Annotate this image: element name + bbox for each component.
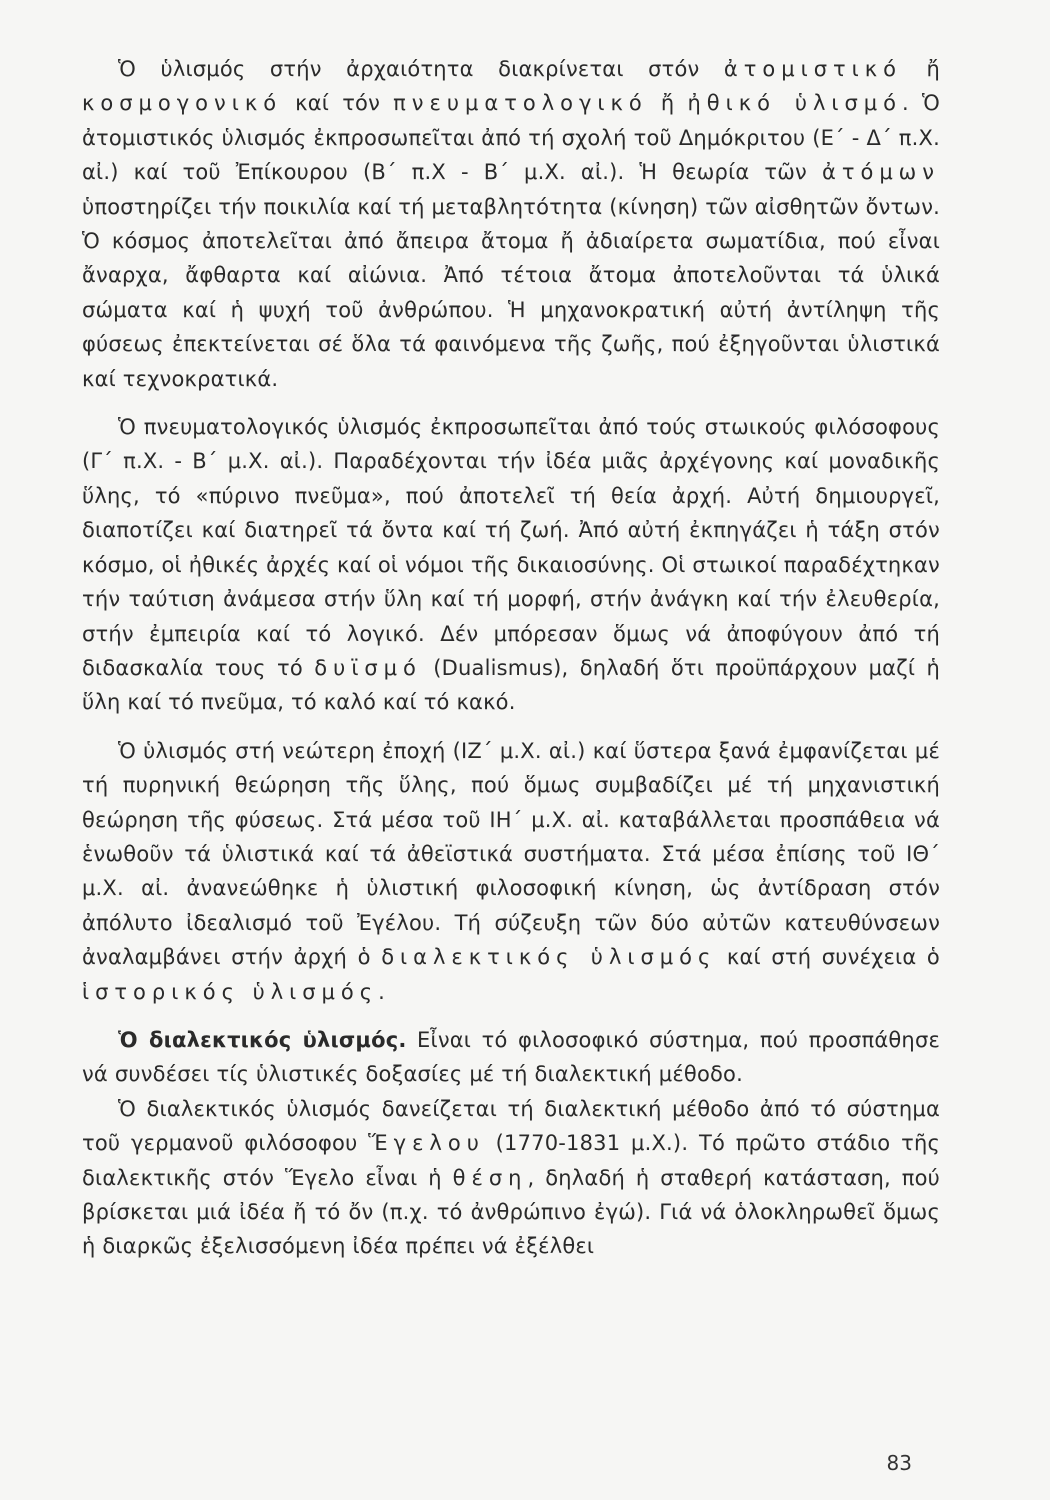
text-run: καί τόν bbox=[282, 91, 394, 116]
paragraph bbox=[82, 52, 940, 396]
text-run: καί στή συνέχεια ὁ bbox=[716, 945, 940, 970]
page-number: 83 bbox=[886, 1451, 912, 1475]
spaced-emphasis: ἱστορικός ὑλισμός bbox=[82, 979, 379, 1004]
spaced-emphasis: πνευματολογικό bbox=[393, 91, 648, 116]
spaced-emphasis: κοσμογονικό bbox=[82, 91, 283, 116]
paragraph bbox=[82, 734, 940, 1009]
text-run: (1770-1831 μ.Χ.). Τό πρῶτο στάδιο τῆς διαλεκτικῆς στόν Ἕγελο εἶναι ἡ bbox=[82, 1131, 940, 1190]
section-heading: Ὁ διαλεκτικός ὑλισμός. bbox=[118, 1027, 407, 1052]
text-run: Εἶναι τό φιλοσοφικό σύστημα, πού προσπάθησε νά συνδέσει τίς ὑλιστικές δοξασίες μέ τή διαλεκτική μέθοδο. bbox=[82, 1027, 941, 1087]
text-run: . Ὁ ἀτομιστικός ὑλισμός ἐκπροσωπεῖται ἀπό τή σχολή τοῦ Δημόκριτου (Ε΄ - Δ΄ π.Χ. αἰ.) καί τοῦ Ἐπίκουρου (Β΄ π.Χ - Β΄ μ.Χ. αἰ.). Ἡ θεωρία τῶν bbox=[82, 91, 941, 185]
paragraph bbox=[82, 1092, 940, 1264]
text-run: Ὁ διαλεκτικός ὑλισμός δανείζεται τή διαλεκτική μέθοδο ἀπό τό σύστημα τοῦ γερμανοῦ φιλόσοφου bbox=[82, 1096, 940, 1156]
spaced-emphasis: ἠθικό ὑλισμό bbox=[687, 91, 903, 116]
paragraph bbox=[82, 1023, 940, 1092]
spaced-emphasis: Ἕγελου bbox=[368, 1131, 485, 1156]
text-run: Ὁ πνευματολογικός ὑλισμός ἐκπροσωπεῖται ἀπό τούς στωικούς φιλόσοφους (Γ΄ π.Χ. - Β΄ μ.Χ. αἰ.). Παραδέχονται τήν ἰδέα μιᾶς ἀρχέγονης καί μοναδικῆς ὕλης, τό «πύρινο πνεῦμα», πού ἀποτελεῖ τή θεία ἀρχή. Αὐτή δημιουργεῖ, διαποτίζει καί διατηρεῖ τά ὄντα καί τή ζωή. Ἀπό αὐτή ἐκπηγάζει ἡ τάξη στόν κόσμο, οἱ ἠθικές ἀρχές καί οἱ νόμοι τῆς δικαιοσύνης. Οἱ στωικοί παραδέχτηκαν τήν ταύτιση ἀνάμεσα στήν ὕλη καί τή μορφή, στήν ἀνάγκη καί τήν ἐλευθερία, στήν ἐμπειρία καί τό λογικό. Δέν μπόρεσαν ὅμως νά ἀποφύγουν ἀπό τή διδασκαλία τους τό bbox=[82, 415, 940, 680]
text-run: . bbox=[378, 979, 385, 1004]
paragraph bbox=[82, 410, 940, 720]
text-run: (Dualismus), δηλαδή ὅτι προϋπάρχουν μαζί ἡ ὕλη καί τό πνεῦμα, τό καλό καί τό κακό. bbox=[82, 655, 940, 715]
spaced-emphasis: ἀτόμων bbox=[821, 160, 940, 185]
text-run: ὑποστηρίζει τήν ποικιλία καί τή μεταβλητότητα (κίνηση) τῶν αἰσθητῶν ὄντων. Ὁ κόσμος ἀποτελεῖται ἀπό ἄπειρα ἄτομα ἤ ἀδιαίρετα σωματίδια, πού εἶναι ἄναρχα, ἄφθαρτα καί αἰώνια. Ἀπό τέτοια ἄτομα ἀποτελοῦνται τά ὑλικά σώματα καί ἡ ψυχή τοῦ ἀνθρώπου. Ἡ μηχανοκρατική αὐτή ἀντίληψη τῆς φύσεως ἐπεκτείνεται σέ ὅλα τά φαινόμενα τῆς ζωῆς, πού ἐξηγοῦνται ὑλιστικά καί τεχνοκρατικά. bbox=[82, 194, 940, 391]
text-run: Ὁ ὑλισμός στήν ἀρχαιότητα διακρίνεται στόν bbox=[118, 57, 724, 81]
text-run: , δηλαδή ἡ σταθερή κατάσταση, πού βρίσκεται μιά ἰδέα ἤ τό ὄν (π.χ. τό ἀνθρώπινο ἐγώ). Γιά νά ὁλοκληρωθεῖ ὅμως ἡ διαρκῶς ἐξελισσόμενη ἰδέα πρέπει νά ἐξέλθει bbox=[82, 1165, 940, 1259]
text-run: ἤ bbox=[647, 91, 688, 116]
spaced-emphasis: δυϊσμό bbox=[314, 655, 422, 680]
text-run: Ὁ ὑλισμός στή νεώτερη ἐποχή (ΙΖ΄ μ.Χ. αἰ.) καί ὕστερα ξανά ἐμφανίζεται μέ τή πυρηνική θεώρηση τῆς ὕλης, πού ὅμως συμβαδίζει μέ τή μηχανιστική θεώρηση τῆς φύσεως. Στά μέσα τοῦ ΙΗ΄ μ.Χ. αἰ. καταβάλλεται προσπάθεια νά ἑνωθοῦν τά ὑλιστικά καί τά ἀθεϊστικά συστήματα. Στά μέσα ἐπίσης τοῦ ΙΘ΄ μ.Χ. αἰ. ἀνανεώθηκε ἡ ὑλιστική φιλοσοφική κίνηση, ὡς ἀντίδραση στόν ἀπόλυτο ἰδεαλισμό τοῦ Ἐγέλου. Τή σύζευξη τῶν δύο αὐτῶν κατευθύνσεων ἀναλαμβάνει στήν ἀρχή ὁ bbox=[82, 738, 940, 970]
page-body bbox=[82, 52, 940, 1278]
text-run: ἤ bbox=[902, 57, 940, 81]
spaced-emphasis: ἀτομιστικό bbox=[723, 57, 903, 81]
spaced-emphasis: διαλεκτικός ὑλισμός bbox=[381, 945, 717, 970]
spaced-emphasis: θέση bbox=[452, 1165, 528, 1190]
